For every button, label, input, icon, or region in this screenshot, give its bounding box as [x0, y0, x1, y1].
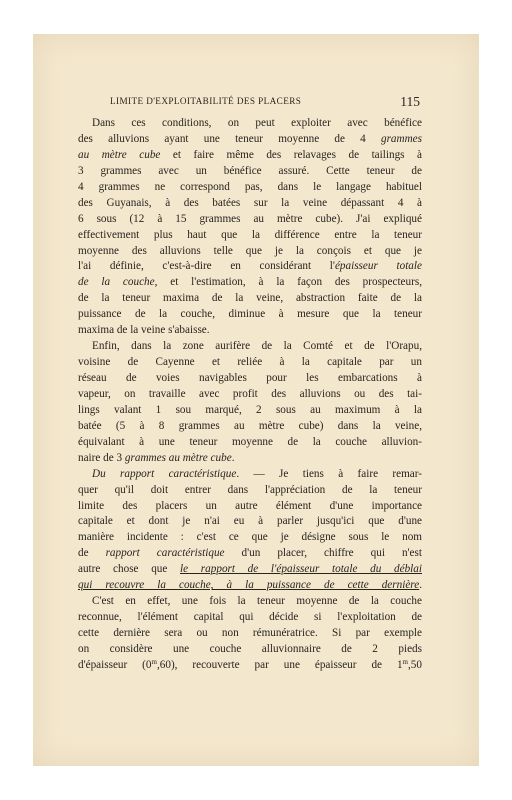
text-line	[78, 499, 422, 515]
text-span: quer qu'il doit entrer dans l'appréciation de la teneur	[78, 483, 422, 496]
text-span: batée (5 à 8 grammes au mètre cube) dans la veine,	[78, 419, 422, 432]
text-line	[78, 626, 422, 642]
text-line	[78, 530, 422, 546]
text-span: 6 sous (12 à 15 grammes au mètre cube). J'ai expliqué	[78, 212, 422, 225]
text-span: lings valant 1 sou marqué, 2 sous au maximum à la	[78, 403, 422, 416]
text-line	[78, 658, 422, 674]
text-line	[78, 244, 422, 260]
text-line	[78, 483, 422, 499]
text-line	[78, 355, 422, 371]
text-span: l'ai définie, c'est-à-dire en considérant l'	[78, 260, 335, 273]
text-line	[78, 403, 422, 419]
text-line	[78, 610, 422, 626]
text-line	[78, 228, 422, 244]
running-title: LIMITE D'EXPLOITABILITÉ DES PLACERS	[110, 96, 302, 106]
text-span: des Guyanais, à des batées sur la veine dépassant 4 à	[78, 196, 422, 209]
text-line	[78, 339, 422, 355]
text-line	[78, 371, 422, 387]
text-span: équivalant à une teneur moyenne de la couche alluvion-	[78, 435, 422, 448]
text-span: 3 grammes avec un bénéfice assuré. Cette teneur de	[78, 164, 422, 177]
text-span: naire de 3	[78, 451, 125, 464]
text-span: de	[78, 547, 106, 560]
text-line	[78, 132, 422, 148]
text-span: on considère une couche alluvionnaire de 2 pieds	[78, 642, 422, 655]
text-span: d'épaisseur (0	[78, 658, 152, 671]
text-span: et faire même des relavages de tailings à	[160, 148, 422, 161]
text-line	[78, 467, 422, 483]
text-span: ,50	[408, 658, 422, 671]
text-line	[78, 594, 422, 610]
text-line	[78, 180, 422, 196]
text-span: cette dernière sera ou non rémunératrice. Si par exemple	[78, 627, 422, 639]
text-span: des alluvions ayant une teneur moyenne de 4	[78, 132, 381, 145]
text-line	[78, 148, 422, 164]
text-span: ,60), recouverte par une épaisseur de 1	[156, 658, 403, 671]
text-line	[78, 387, 422, 403]
text-span: de la teneur maxima de la veine, abstraction faite de la	[78, 292, 422, 305]
text-line	[78, 578, 422, 594]
italic-span: grammes	[380, 132, 422, 145]
text-line	[78, 164, 422, 180]
running-header	[110, 94, 420, 110]
text-span: manière incidente : c'est ce que je désigne sous le nom	[78, 531, 422, 544]
text-span: effectivement plus haut que la différence entre la teneur	[78, 228, 422, 241]
text-line	[78, 116, 422, 132]
text-line	[78, 451, 422, 467]
text-span: vapeur, on travaille avec profit des alluvions ou des tai-	[78, 387, 422, 400]
italic-span: au mètre cube	[78, 148, 161, 161]
body-text	[78, 116, 422, 674]
text-span: maxima de la veine s'abaisse.	[78, 324, 210, 337]
text-span: Enfin, dans la zone aurifère de la Comté et de l'Orapu,	[92, 340, 422, 353]
italic-span: qui recouvre la couche, à la puissance de cette dernière	[78, 579, 420, 592]
text-span: m	[151, 657, 157, 666]
text-span: C'est en effet, une fois la teneur moyenne de la couche	[92, 595, 422, 608]
text-span: limite des placers un autre élément d'une importance	[78, 499, 422, 512]
italic-span: le rapport de l'épaisseur totale du déblai	[180, 563, 422, 576]
text-line	[78, 514, 422, 530]
italic-span: épaisseur totale	[334, 260, 422, 273]
italic-span: grammes au mètre cube	[124, 451, 232, 464]
italic-span: de la couche	[78, 276, 155, 289]
text-line	[78, 307, 422, 323]
text-line	[78, 435, 422, 451]
text-line	[78, 546, 422, 562]
text-line	[78, 275, 422, 291]
text-span: 4 grammes ne correspond pas, dans le langage habituel	[78, 180, 422, 193]
text-span: moyenne des alluvions telle que je la conçois et que je	[78, 244, 422, 257]
text-line	[78, 212, 422, 228]
text-span: autre chose que	[78, 563, 181, 576]
text-line	[78, 642, 422, 658]
text-span: .	[231, 451, 235, 464]
text-line	[78, 259, 422, 275]
text-span: réseau de voies navigables pour les embarcations à	[78, 372, 422, 384]
text-line	[78, 419, 422, 435]
text-span: reconnue, l'élément capital qui décide si l'exploitation de	[78, 611, 422, 624]
page-number: 115	[400, 94, 420, 109]
text-span: d'un placer, chiffre qui n'est	[224, 547, 422, 560]
text-span: m	[402, 657, 408, 666]
text-span: , et l'estimation, à la façon des prospecteurs,	[154, 276, 422, 289]
text-line	[78, 323, 422, 339]
text-span: .	[419, 579, 422, 592]
italic-span: rapport caractéristique	[105, 547, 225, 560]
text-line	[78, 196, 422, 212]
text-line	[78, 562, 422, 578]
text-span: capitale et dont je n'ai eu à parler jusqu'ici que d'une	[78, 515, 422, 528]
text-line	[78, 291, 422, 307]
text-span: voisine de Cayenne et reliée à la capitale par un	[78, 356, 422, 369]
text-span: Dans ces conditions, on peut exploiter avec bénéfice	[92, 117, 422, 129]
text-span: . — Je tiens à faire remar-	[236, 467, 422, 480]
italic-span: Du rapport caractéristique	[92, 467, 237, 480]
text-span: puissance de la couche, diminue à mesure que la teneur	[78, 308, 422, 321]
